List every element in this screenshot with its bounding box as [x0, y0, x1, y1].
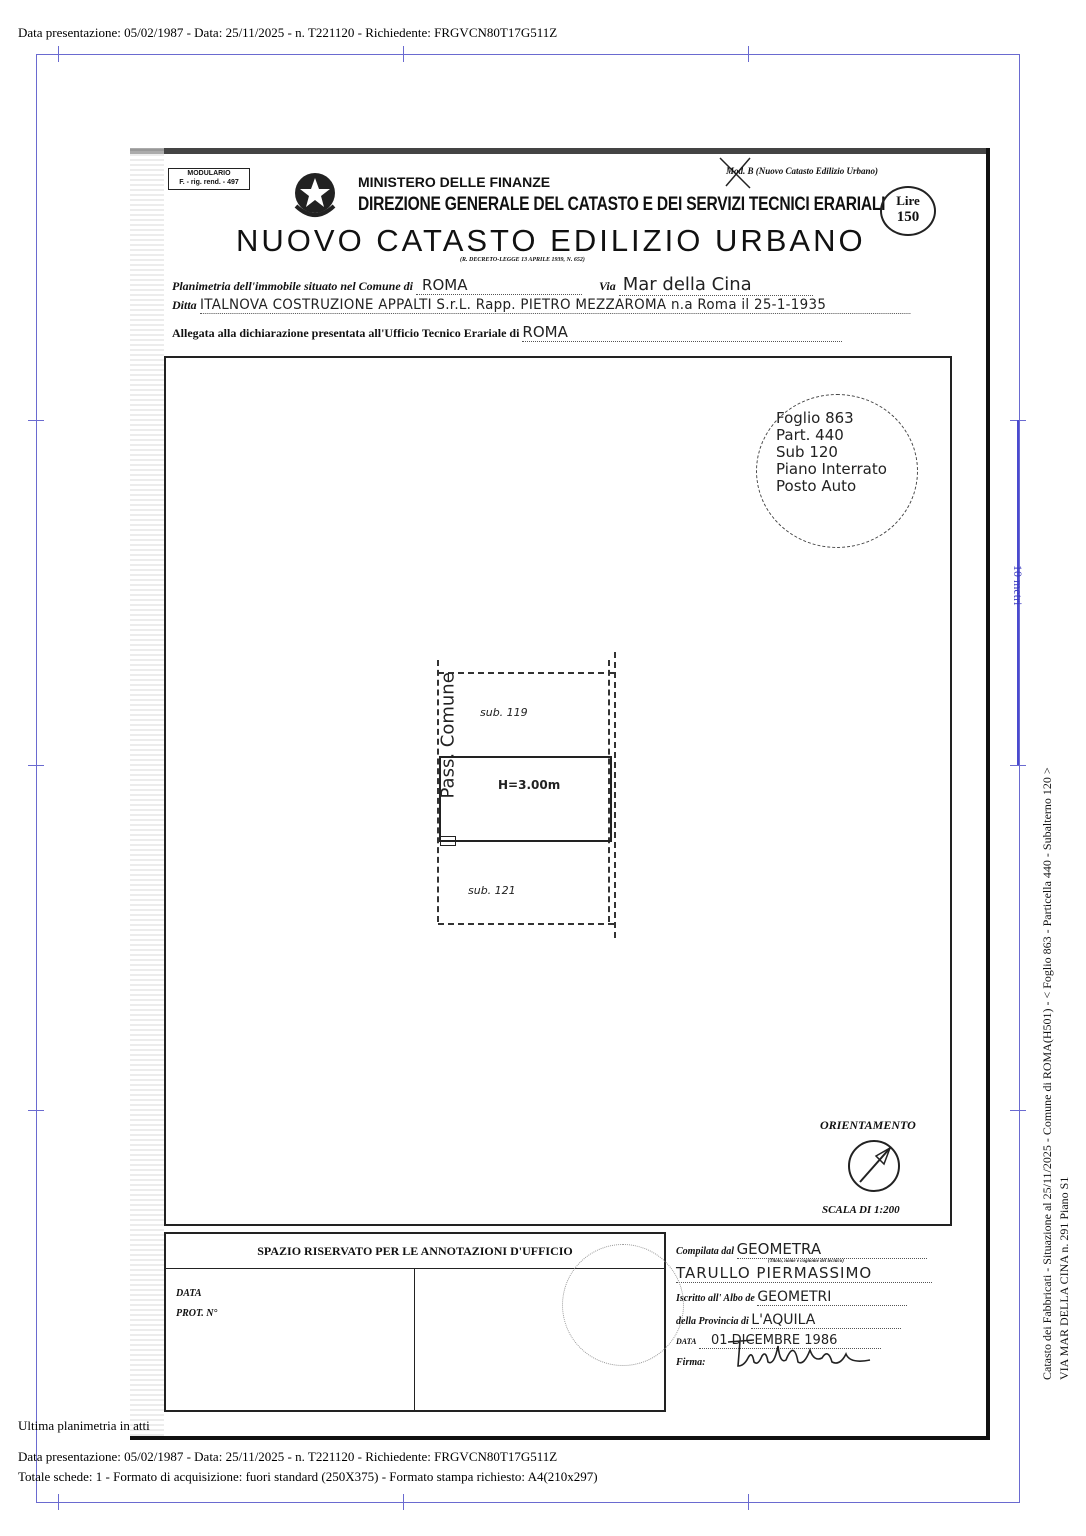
piano-text: Piano Interrato	[776, 460, 887, 478]
plan-right-line-2	[614, 652, 616, 938]
modulario-label: MODULARIO	[187, 170, 231, 177]
lire-stamp	[880, 186, 936, 236]
header-line: Data presentazione: 05/02/1987 - Data: 25/11/2025 - n. T221120 - Richiedente: FRGVCN80T17G511Z	[18, 25, 558, 40]
space-right-line	[610, 756, 612, 842]
frame-tick	[28, 1110, 44, 1111]
pass-comune-label: Pass. Comune	[437, 672, 459, 799]
albo-value: GEOMETRI	[757, 1289, 907, 1306]
planimetria-row	[172, 274, 942, 295]
tecnico-value: TARULLO PIERMASSIMO	[676, 1264, 932, 1283]
allegata-label: Allegata alla dichiarazione presentata all'Ufficio Tecnico Erariale di	[172, 326, 520, 340]
lire-label: Lire	[896, 193, 920, 208]
modulario-sub: F. - rig. rend. - 497	[179, 179, 239, 186]
frame-tick	[28, 765, 44, 766]
ufficio-value: ROMA	[522, 323, 842, 342]
frame-tick	[748, 1494, 749, 1510]
compass-icon	[846, 1138, 902, 1199]
sheet-top-border	[130, 148, 986, 154]
compilata-value: GEOMETRA	[737, 1240, 927, 1259]
foglio-text: Foglio 863	[776, 409, 854, 427]
planimetria-label: Planimetria dell'immobile situato nel Comune di	[172, 279, 414, 293]
iscritto-label: Iscritto all' Albo de	[676, 1293, 755, 1304]
annotations-divider	[414, 1268, 415, 1410]
cadastral-sheet	[130, 148, 990, 1440]
main-title: NUOVO CATASTO EDILIZIO URBANO	[236, 223, 866, 258]
allegata-row	[172, 323, 932, 341]
frame-tick	[58, 46, 59, 62]
ditta-value: ITALNOVA COSTRUZIONE APPALTI S.r.L. Rapp. PIETRO MEZZAROMA n.a Roma il 25-1-1935	[200, 297, 910, 314]
footer-line-1: Data presentazione: 05/02/1987 - Data: 25/11/2025 - n. T221120 - Richiedente: FRGVCN80T17G511Z	[18, 1449, 558, 1464]
sub-121-label: sub. 121	[468, 884, 516, 897]
firma-label: Firma:	[676, 1357, 706, 1368]
frame-tick	[1010, 1110, 1026, 1111]
signature	[724, 1336, 874, 1375]
data-field: DATA	[176, 1288, 202, 1299]
frame-tick	[58, 1494, 59, 1510]
sub-text: Sub 120	[776, 443, 838, 461]
sheet-scan-margin	[130, 148, 164, 1436]
via-value: Mar della Cina	[619, 274, 813, 296]
plan-info	[776, 410, 887, 495]
scala-label: SCALA DI 1:200	[822, 1204, 900, 1216]
lire-value: 150	[896, 209, 920, 225]
via-label: Via	[599, 279, 616, 293]
door-mark	[440, 836, 456, 846]
compilata-label: Compilata dal	[676, 1246, 735, 1257]
comune-value: ROMA	[416, 276, 582, 295]
frame-tick	[403, 1494, 404, 1510]
frame-tick	[1010, 765, 1026, 766]
space-top-line	[439, 756, 611, 758]
frame-tick	[748, 46, 749, 62]
ditta-label: Ditta	[172, 298, 197, 312]
ministry-title: MINISTERO DELLE FINANZE	[358, 174, 551, 190]
decree-note: (R. DECRETO-LEGGE 13 APRILE 1939, N. 652)	[460, 257, 585, 263]
space-bottom-line	[439, 840, 611, 842]
direction-title: DIREZIONE GENERALE DEL CATASTO E DEI SERVIZI TECNICI ERARIALI	[358, 194, 886, 215]
provincia-label: della Provincia di	[676, 1316, 749, 1327]
plan-bottom-line	[438, 923, 614, 925]
titolo-note: (Titolo, nome e cognome del tecnico)	[768, 1259, 844, 1264]
emblem-icon	[290, 166, 340, 224]
side-text-1: Catasto dei Fabbricati - Situazione al 25/11/2025 - Comune di ROMA(H501) - < Foglio 863 - Particella 440 - Subalterno 120 >	[1040, 767, 1054, 1380]
part-text: Part. 440	[776, 426, 844, 444]
plan-top-line	[438, 672, 614, 674]
posto-text: Posto Auto	[776, 477, 857, 495]
frame-tick	[28, 420, 44, 421]
height-label: H=3.00m	[498, 778, 561, 792]
stamp-circle	[562, 1244, 684, 1366]
prot-field: PROT. N°	[176, 1308, 218, 1319]
date-value: 01 DICEMBRE 1986	[699, 1333, 881, 1349]
footer-line-2: Totale schede: 1 - Formato di acquisizione: fuori standard (250X375) - Formato stampa richiesto: A4(210x297)	[18, 1469, 598, 1484]
spazio-title: SPAZIO RISERVATO PER LE ANNOTAZIONI D'UFFICIO	[166, 1234, 664, 1269]
frame-tick	[403, 46, 404, 62]
date-label: DATA	[676, 1337, 697, 1346]
scale-label: 10 metri	[1011, 565, 1025, 606]
provincia-value: L'AQUILA	[751, 1312, 901, 1329]
side-text-2: VIA MAR DELLA CINA n. 291 Piano S1	[1057, 1176, 1071, 1380]
modulario-box	[168, 168, 250, 190]
mod-b-label: Mod. B (Nuovo Catasto Edilizio Urbano)	[726, 166, 879, 176]
sub-119-label: sub. 119	[480, 706, 528, 719]
ditta-row	[172, 297, 962, 315]
orientamento-label: ORIENTAMENTO	[820, 1118, 916, 1132]
last-plan-note: Ultima planimetria in atti	[18, 1418, 150, 1433]
